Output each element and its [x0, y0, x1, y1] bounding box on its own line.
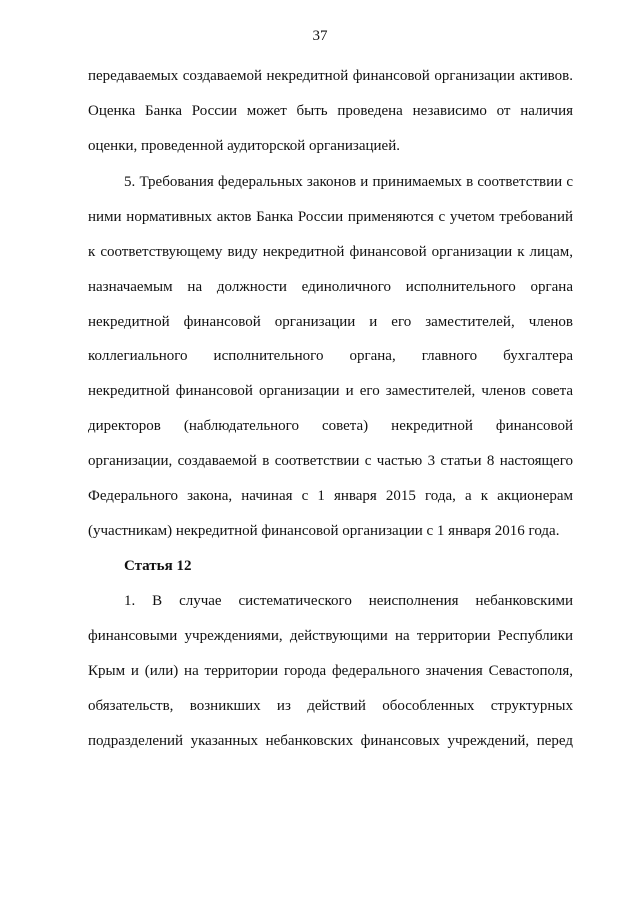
- paragraph-start-line: 5. Требования федеральных законов и принимаемых в соответствии с: [124, 174, 573, 190]
- text-line: обязательств, возникших из действий обособленных структурных: [88, 698, 573, 714]
- article-heading: Статья 12: [124, 558, 192, 574]
- text-line: к соответствующему виду некредитной финансовой организации к лицам,: [88, 244, 573, 260]
- text-line: ними нормативных актов Банка России применяются с учетом требований: [88, 209, 573, 225]
- text-line: назначаемым на должности единоличного исполнительного органа: [88, 279, 573, 295]
- text-line: Крым и (или) на территории города федерального значения Севастополя,: [88, 663, 573, 679]
- text-line: коллегиального исполнительного органа, главного бухгалтера: [88, 348, 573, 364]
- text-line: некредитной финансовой организации и его заместителей, членов совета: [88, 383, 573, 399]
- text-line: (участникам) некредитной финансовой организации с 1 января 2016 года.: [88, 523, 560, 539]
- text-line: организации, создаваемой в соответствии с частью 3 статьи 8 настоящего: [88, 453, 573, 469]
- text-line: Оценка Банка России может быть проведена независимо от наличия: [88, 103, 573, 119]
- text-line: оценки, проведенной аудиторской организацией.: [88, 138, 400, 154]
- text-line: некредитной финансовой организации и его заместителей, членов: [88, 314, 573, 330]
- text-line: подразделений указанных небанковских финансовых учреждений, перед: [88, 733, 573, 749]
- paragraph-start-line: 1. В случае систематического неисполнения небанковскими: [124, 593, 573, 609]
- text-line: директоров (наблюдательного совета) некредитной финансовой: [88, 418, 573, 434]
- text-line: передаваемых создаваемой некредитной финансовой организации активов.: [88, 68, 573, 84]
- page-number: 37: [312, 28, 328, 44]
- text-line: Федерального закона, начиная с 1 января 2015 года, а к акционерам: [88, 488, 573, 504]
- text-line: финансовыми учреждениями, действующими на территории Республики: [88, 628, 573, 644]
